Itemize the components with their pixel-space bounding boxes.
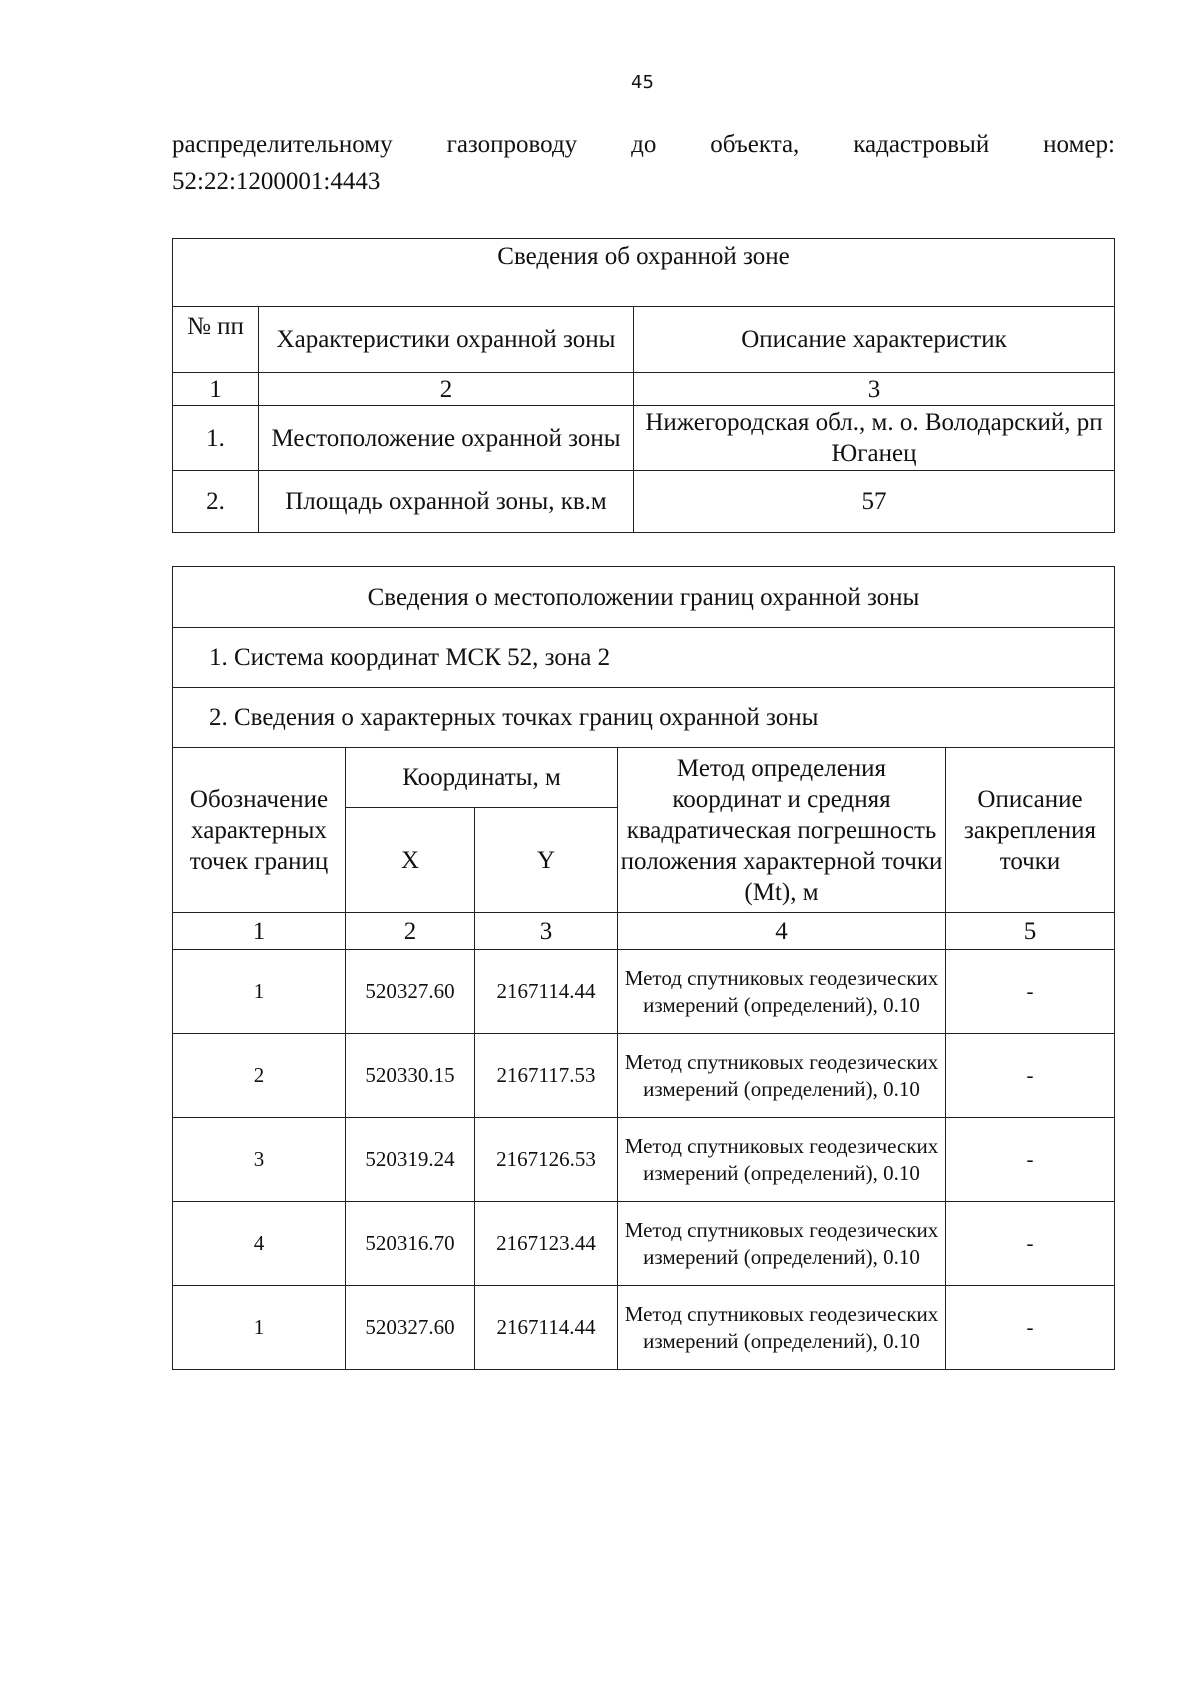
point-x: 520316.70 bbox=[346, 1202, 475, 1286]
table-row bbox=[173, 1118, 1115, 1202]
point-designation: 1 bbox=[173, 1286, 346, 1370]
header-coordinates: Координаты, м bbox=[346, 748, 618, 808]
row-number: 1. bbox=[173, 406, 259, 471]
point-x: 520327.60 bbox=[346, 1286, 475, 1370]
intro-paragraph bbox=[172, 126, 1115, 200]
col-number: 5 bbox=[946, 913, 1115, 950]
header-method: Метод определения координат и средняя квадратическая погрешность положения характерной точки (Mt), м bbox=[618, 748, 946, 913]
row-description: Нижегородская обл., м. о. Володарский, рп Юганец bbox=[634, 406, 1115, 471]
header-fixing: Описание закрепления точки bbox=[946, 748, 1115, 913]
points-title: 2. Сведения о характерных точках границ охранной зоны bbox=[173, 688, 1115, 748]
point-x: 520327.60 bbox=[346, 950, 475, 1034]
point-x: 520330.15 bbox=[346, 1034, 475, 1118]
point-fixing: - bbox=[946, 1118, 1115, 1202]
point-x: 520319.24 bbox=[346, 1118, 475, 1202]
intro-word: объекта, bbox=[710, 131, 800, 158]
coordinate-system: 1. Система координат МСК 52, зона 2 bbox=[173, 628, 1115, 688]
boundaries-title: Сведения о местоположении границ охранной зоны bbox=[173, 567, 1115, 628]
point-method: Метод спутниковых геодезических измерений (определений), 0.10 bbox=[618, 1118, 946, 1202]
point-method: Метод спутниковых геодезических измерений (определений), 0.10 bbox=[618, 950, 946, 1034]
col-number: 2 bbox=[259, 373, 634, 406]
intro-word: до bbox=[631, 131, 657, 158]
boundaries-table bbox=[172, 566, 1115, 1370]
point-y: 2167114.44 bbox=[475, 950, 618, 1034]
table-row bbox=[173, 1202, 1115, 1286]
point-y: 2167117.53 bbox=[475, 1034, 618, 1118]
header-number: № пп bbox=[173, 307, 259, 373]
table-row bbox=[173, 471, 1115, 533]
row-number: 2. bbox=[173, 471, 259, 533]
point-y: 2167114.44 bbox=[475, 1286, 618, 1370]
row-description: 57 bbox=[634, 471, 1115, 533]
point-fixing: - bbox=[946, 1202, 1115, 1286]
point-designation: 1 bbox=[173, 950, 346, 1034]
table-row bbox=[173, 1286, 1115, 1370]
intro-word: газопроводу bbox=[446, 131, 578, 158]
point-y: 2167123.44 bbox=[475, 1202, 618, 1286]
header-designation: Обозначение характерных точек границ bbox=[173, 748, 346, 913]
cadastral-number: 52:22:1200001:4443 bbox=[172, 168, 381, 195]
zone-info-title: Сведения об охранной зоне bbox=[173, 239, 1115, 307]
col-number: 1 bbox=[173, 913, 346, 950]
point-method: Метод спутниковых геодезических измерений (определений), 0.10 bbox=[618, 1286, 946, 1370]
header-characteristic: Характеристики охранной зоны bbox=[259, 307, 634, 373]
col-number: 1 bbox=[173, 373, 259, 406]
point-method: Метод спутниковых геодезических измерений (определений), 0.10 bbox=[618, 1202, 946, 1286]
zone-info-table bbox=[172, 238, 1115, 533]
intro-word: кадастровый bbox=[853, 131, 990, 158]
page-number: 45 bbox=[631, 72, 654, 93]
table-row bbox=[173, 406, 1115, 471]
point-method: Метод спутниковых геодезических измерений (определений), 0.10 bbox=[618, 1034, 946, 1118]
point-designation: 3 bbox=[173, 1118, 346, 1202]
point-fixing: - bbox=[946, 1034, 1115, 1118]
point-fixing: - bbox=[946, 1286, 1115, 1370]
intro-word: распределительному bbox=[172, 131, 393, 158]
header-x: X bbox=[346, 808, 475, 913]
row-characteristic: Местоположение охранной зоны bbox=[259, 406, 634, 471]
col-number: 3 bbox=[634, 373, 1115, 406]
point-fixing: - bbox=[946, 950, 1115, 1034]
col-number: 2 bbox=[346, 913, 475, 950]
col-number: 4 bbox=[618, 913, 946, 950]
point-designation: 2 bbox=[173, 1034, 346, 1118]
row-characteristic: Площадь охранной зоны, кв.м bbox=[259, 471, 634, 533]
table-row bbox=[173, 950, 1115, 1034]
intro-line-1 bbox=[172, 126, 1115, 163]
intro-word: номер: bbox=[1043, 131, 1115, 158]
table-row bbox=[173, 1034, 1115, 1118]
header-y: Y bbox=[475, 808, 618, 913]
point-y: 2167126.53 bbox=[475, 1118, 618, 1202]
header-description: Описание характеристик bbox=[634, 307, 1115, 373]
col-number: 3 bbox=[475, 913, 618, 950]
point-designation: 4 bbox=[173, 1202, 346, 1286]
